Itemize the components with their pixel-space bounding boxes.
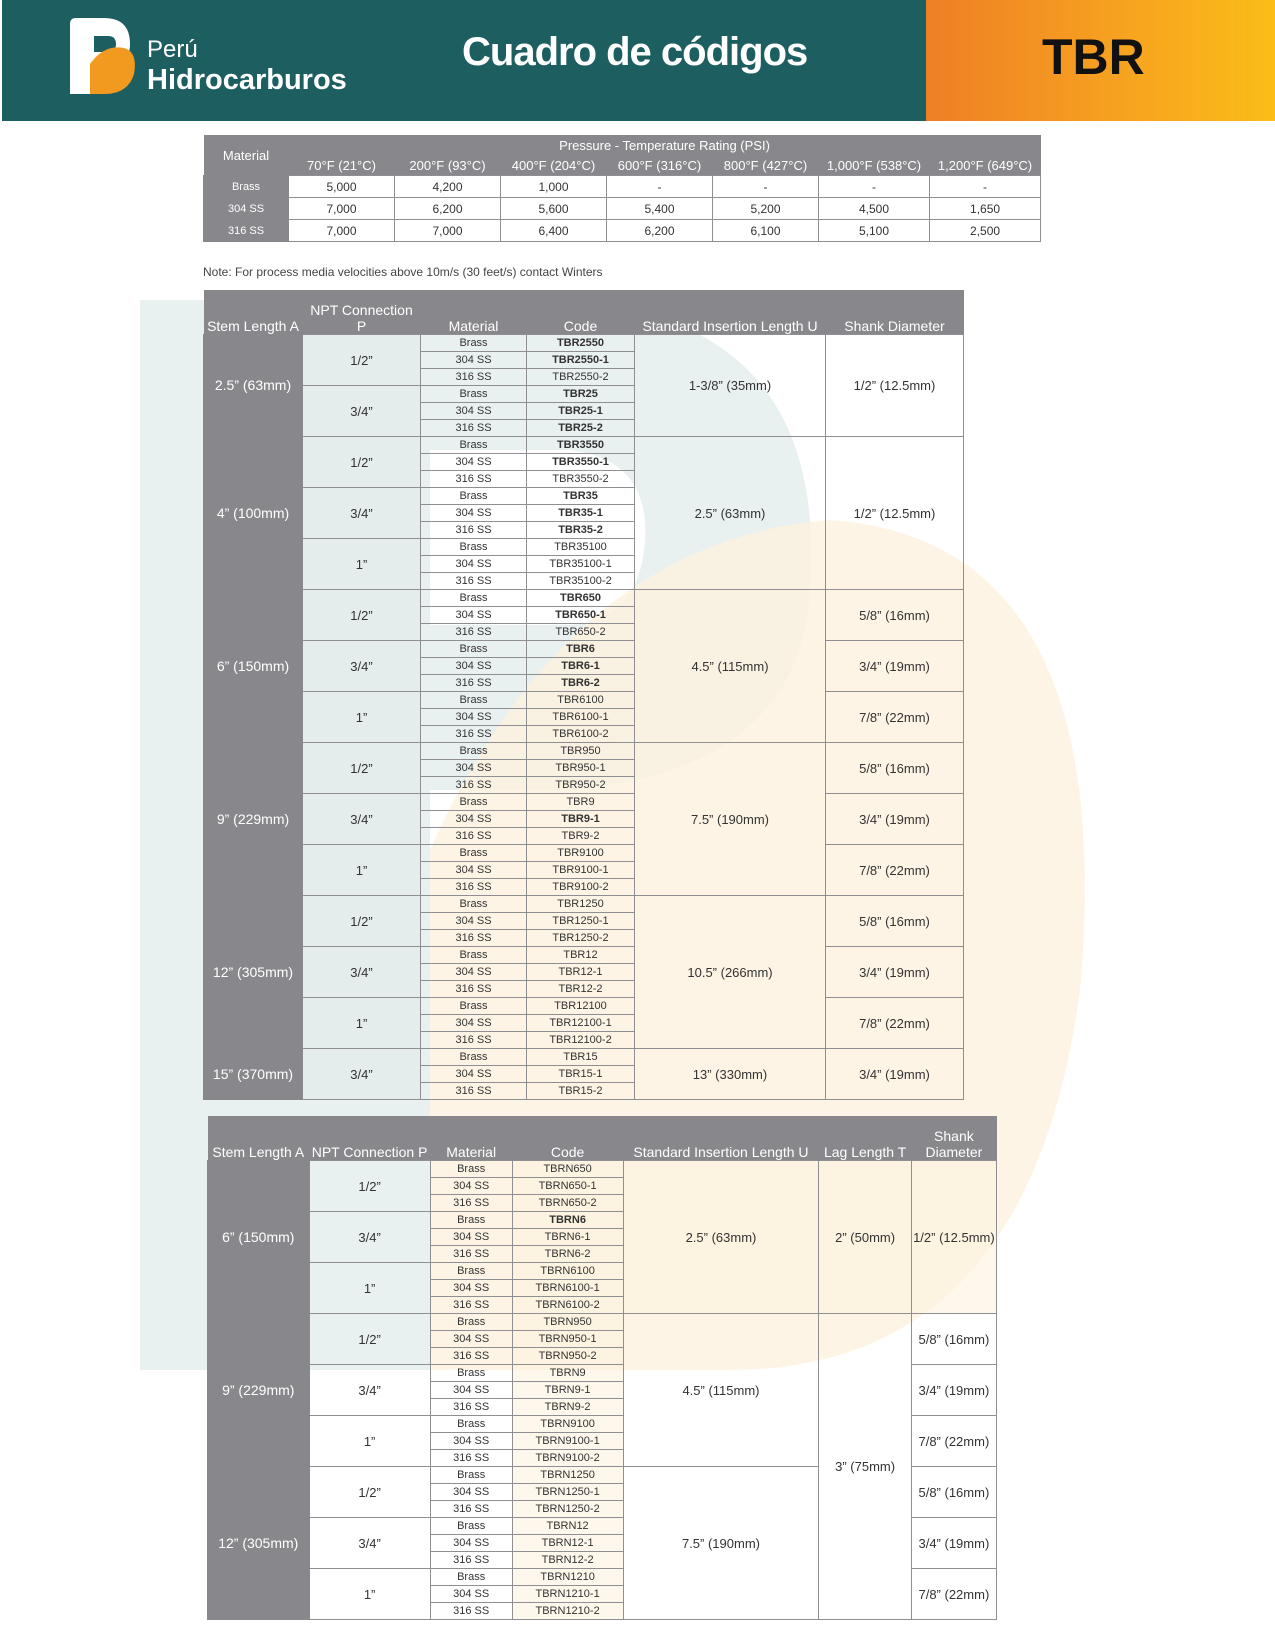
- stem-length-header: Stem Length A: [204, 290, 303, 335]
- stem-length-cell: 9” (229mm): [204, 743, 303, 896]
- insertion-length-cell: 2.5” (63mm): [635, 437, 826, 590]
- code-header: Code: [527, 290, 635, 335]
- material-cell: 304 SS: [421, 505, 527, 522]
- product-code-cell: TBR3550: [527, 437, 635, 454]
- insertion-length-cell: 7.5” (190mm): [623, 1467, 819, 1620]
- product-code-cell: TBR650: [527, 590, 635, 607]
- product-code-cell: TBRN1250-2: [512, 1501, 623, 1518]
- product-code-cell: TBR2550-1: [527, 352, 635, 369]
- table-row: [204, 794, 964, 811]
- material-cell: 304 SS: [430, 1484, 512, 1501]
- material-cell: 304 SS: [430, 1382, 512, 1399]
- rating-cell: 1,000: [501, 176, 607, 198]
- lag-length-cell: 3” (75mm): [819, 1314, 911, 1620]
- material-cell: Brass: [430, 1161, 512, 1178]
- product-code-cell: TBR35-1: [527, 505, 635, 522]
- page-title: Cuadro de códigos: [462, 30, 808, 74]
- product-code-cell: TBRN1250-1: [512, 1484, 623, 1501]
- product-code-cell: TBR650-1: [527, 607, 635, 624]
- shank-diameter-cell: 5/8” (16mm): [826, 896, 964, 947]
- code-table-lagged: [207, 1116, 997, 1620]
- material-cell: 316 SS: [421, 879, 527, 896]
- material-header: Material: [204, 135, 289, 176]
- material-cell: Brass: [421, 539, 527, 556]
- shank-diameter-cell: 5/8” (16mm): [826, 590, 964, 641]
- shank-diameter-cell: 5/8” (16mm): [826, 743, 964, 794]
- material-cell: 316 SS: [430, 1501, 512, 1518]
- material-cell: 304 SS: [430, 1229, 512, 1246]
- material-header: Material: [430, 1116, 512, 1161]
- product-code-cell: TBR2550-2: [527, 369, 635, 386]
- product-code-cell: TBR9100-2: [527, 879, 635, 896]
- material-cell: 304 SS: [430, 1280, 512, 1297]
- table-row: [204, 692, 964, 709]
- material-cell: 316 SS: [204, 220, 289, 242]
- product-code-cell: TBR12-2: [527, 981, 635, 998]
- product-code-cell: TBR9-1: [527, 811, 635, 828]
- shank-diameter-cell: 7/8” (22mm): [826, 998, 964, 1049]
- product-code-cell: TBRN1210: [512, 1569, 623, 1586]
- shank-diameter-header: Shank Diameter: [911, 1116, 996, 1161]
- material-cell: 316 SS: [430, 1399, 512, 1416]
- pressure-rating-header: Pressure - Temperature Rating (PSI): [289, 135, 1041, 155]
- material-cell: 304 SS: [430, 1178, 512, 1195]
- table-row: [208, 1161, 997, 1178]
- product-code-cell: TBR15-1: [527, 1066, 635, 1083]
- product-code-cell: TBR35100: [527, 539, 635, 556]
- insertion-length-header: Standard Insertion Length U: [623, 1116, 819, 1161]
- product-code-cell: TBR650-2: [527, 624, 635, 641]
- product-code-cell: TBR3550-1: [527, 454, 635, 471]
- npt-connection-cell: 1/2”: [309, 1467, 430, 1518]
- product-code-cell: TBR25-2: [527, 420, 635, 437]
- npt-connection-cell: 1/2”: [303, 590, 421, 641]
- material-cell: Brass: [421, 386, 527, 403]
- material-cell: Brass: [430, 1365, 512, 1382]
- brand-name-line2: Hidrocarburos: [147, 64, 347, 96]
- table-row: [204, 641, 964, 658]
- rating-cell: 1,650: [930, 198, 1041, 220]
- shank-diameter-cell: 7/8” (22mm): [826, 692, 964, 743]
- material-cell: Brass: [421, 998, 527, 1015]
- material-cell: 304 SS: [430, 1331, 512, 1348]
- material-cell: 304 SS: [430, 1586, 512, 1603]
- npt-connection-cell: 3/4”: [303, 1049, 421, 1100]
- material-cell: 316 SS: [421, 675, 527, 692]
- material-cell: 316 SS: [421, 522, 527, 539]
- product-code-cell: TBR6-1: [527, 658, 635, 675]
- stem-length-cell: 12” (305mm): [204, 896, 303, 1049]
- material-cell: 304 SS: [421, 454, 527, 471]
- shank-diameter-cell: 7/8” (22mm): [911, 1569, 996, 1620]
- material-cell: 316 SS: [421, 369, 527, 386]
- temp-header: 400°F (204°C): [501, 155, 607, 176]
- product-code-cell: TBR3550-2: [527, 471, 635, 488]
- product-code-cell: TBR950-2: [527, 777, 635, 794]
- shank-diameter-cell: 1/2” (12.5mm): [826, 335, 964, 437]
- material-cell: 316 SS: [430, 1552, 512, 1569]
- shank-diameter-cell: 3/4” (19mm): [826, 1049, 964, 1100]
- npt-connection-cell: 3/4”: [303, 794, 421, 845]
- table-row: [208, 1314, 997, 1331]
- rating-cell: -: [607, 176, 713, 198]
- shank-diameter-cell: 5/8” (16mm): [911, 1314, 996, 1365]
- product-code-cell: TBRN9100-2: [512, 1450, 623, 1467]
- material-cell: 304 SS: [421, 556, 527, 573]
- product-code-cell: TBR9: [527, 794, 635, 811]
- velocity-note: Note: For process media velocities above 10m/s (30 feet/s) contact Winters: [203, 265, 603, 279]
- material-cell: 304 SS: [421, 964, 527, 981]
- npt-connection-cell: 1”: [303, 998, 421, 1049]
- shank-diameter-header: Shank Diameter: [826, 290, 964, 335]
- rating-cell: 5,200: [713, 198, 819, 220]
- product-code-cell: TBRN6100-1: [512, 1280, 623, 1297]
- material-cell: 316 SS: [421, 471, 527, 488]
- npt-connection-cell: 3/4”: [309, 1212, 430, 1263]
- npt-connection-cell: 1/2”: [303, 335, 421, 386]
- npt-connection-cell: 3/4”: [309, 1365, 430, 1416]
- insertion-length-cell: 2.5” (63mm): [623, 1161, 819, 1314]
- npt-connection-header: NPT Connection P: [303, 290, 421, 335]
- product-code-cell: TBRN12: [512, 1518, 623, 1535]
- rating-cell: 7,000: [289, 198, 395, 220]
- npt-connection-cell: 1”: [303, 539, 421, 590]
- product-code-cell: TBRN9100-1: [512, 1433, 623, 1450]
- material-cell: Brass: [421, 641, 527, 658]
- material-cell: Brass: [421, 896, 527, 913]
- material-cell: 304 SS: [430, 1535, 512, 1552]
- product-code-cell: TBR6: [527, 641, 635, 658]
- product-code-cell: TBRN12-1: [512, 1535, 623, 1552]
- npt-connection-cell: 3/4”: [303, 386, 421, 437]
- material-cell: Brass: [430, 1569, 512, 1586]
- material-cell: Brass: [430, 1314, 512, 1331]
- insertion-length-cell: 7.5” (190mm): [635, 743, 826, 896]
- product-code-cell: TBR950-1: [527, 760, 635, 777]
- stem-length-cell: 9” (229mm): [208, 1314, 310, 1467]
- product-code-cell: TBR6-2: [527, 675, 635, 692]
- insertion-length-cell: 4.5” (115mm): [635, 590, 826, 743]
- material-cell: Brass: [421, 590, 527, 607]
- product-code-cell: TBR12100-1: [527, 1015, 635, 1032]
- material-cell: 304 SS: [421, 658, 527, 675]
- product-code-cell: TBR25-1: [527, 403, 635, 420]
- code-header: Code: [512, 1116, 623, 1161]
- insertion-length-header: Standard Insertion Length U: [635, 290, 826, 335]
- rating-cell: 5,400: [607, 198, 713, 220]
- product-code-cell: TBRN6: [512, 1212, 623, 1229]
- npt-connection-cell: 1”: [303, 692, 421, 743]
- material-cell: Brass: [421, 1049, 527, 1066]
- material-cell: 316 SS: [421, 930, 527, 947]
- product-code-cell: TBR35100-1: [527, 556, 635, 573]
- product-code-cell: TBR25: [527, 386, 635, 403]
- material-cell: Brass: [204, 176, 289, 198]
- product-code-cell: TBRN1250: [512, 1467, 623, 1484]
- material-cell: 316 SS: [421, 981, 527, 998]
- product-code-cell: TBRN6100: [512, 1263, 623, 1280]
- material-cell: Brass: [421, 692, 527, 709]
- npt-connection-cell: 3/4”: [303, 488, 421, 539]
- product-code-cell: TBR9-2: [527, 828, 635, 845]
- rating-cell: 4,500: [819, 198, 930, 220]
- rating-cell: 7,000: [289, 220, 395, 242]
- stem-length-cell: 4” (100mm): [204, 437, 303, 590]
- shank-diameter-cell: 1/2” (12.5mm): [826, 437, 964, 590]
- material-cell: 304 SS: [421, 607, 527, 624]
- rating-cell: 6,200: [607, 220, 713, 242]
- npt-connection-header: NPT Connection P: [309, 1116, 430, 1161]
- material-cell: 316 SS: [430, 1348, 512, 1365]
- material-cell: Brass: [421, 437, 527, 454]
- table-row: [204, 198, 1041, 220]
- rating-cell: 7,000: [395, 220, 501, 242]
- material-cell: 316 SS: [430, 1603, 512, 1620]
- npt-connection-cell: 1/2”: [303, 896, 421, 947]
- stem-length-cell: 15” (370mm): [204, 1049, 303, 1100]
- product-code-cell: TBRN6100-2: [512, 1297, 623, 1314]
- code-table-standard: [203, 290, 964, 1100]
- insertion-length-cell: 13” (330mm): [635, 1049, 826, 1100]
- material-cell: 304 SS: [421, 1066, 527, 1083]
- material-cell: 316 SS: [421, 1083, 527, 1100]
- stem-length-cell: 2.5” (63mm): [204, 335, 303, 437]
- material-cell: 304 SS: [421, 403, 527, 420]
- npt-connection-cell: 1/2”: [309, 1161, 430, 1212]
- material-header: Material: [421, 290, 527, 335]
- shank-diameter-cell: 5/8” (16mm): [911, 1467, 996, 1518]
- material-cell: Brass: [430, 1263, 512, 1280]
- material-cell: Brass: [421, 845, 527, 862]
- stem-length-header: Stem Length A: [208, 1116, 310, 1161]
- product-code-cell: TBRN1210-1: [512, 1586, 623, 1603]
- peru-hidrocarburos-logo-icon: [64, 18, 140, 96]
- rating-cell: 6,200: [395, 198, 501, 220]
- product-code-cell: TBRN950: [512, 1314, 623, 1331]
- shank-diameter-cell: 3/4” (19mm): [826, 641, 964, 692]
- temp-header: 800°F (427°C): [713, 155, 819, 176]
- temp-header: 70°F (21°C): [289, 155, 395, 176]
- material-cell: Brass: [430, 1212, 512, 1229]
- material-cell: 304 SS: [421, 862, 527, 879]
- stem-length-cell: 6” (150mm): [208, 1161, 310, 1314]
- product-code-cell: TBR15: [527, 1049, 635, 1066]
- npt-connection-cell: 3/4”: [303, 641, 421, 692]
- product-code-cell: TBR1250-2: [527, 930, 635, 947]
- product-code-cell: TBR6100: [527, 692, 635, 709]
- temp-header: 1,000°F (538°C): [819, 155, 930, 176]
- product-code-cell: TBR12-1: [527, 964, 635, 981]
- product-code-cell: TBRN650-2: [512, 1195, 623, 1212]
- npt-connection-cell: 1”: [309, 1569, 430, 1620]
- brand-name-line1: Perú: [147, 36, 198, 63]
- rating-cell: 4,200: [395, 176, 501, 198]
- rating-cell: -: [713, 176, 819, 198]
- table-row: [204, 220, 1041, 242]
- rating-cell: 6,400: [501, 220, 607, 242]
- material-cell: 316 SS: [421, 624, 527, 641]
- shank-diameter-cell: 7/8” (22mm): [826, 845, 964, 896]
- product-code-cell: TBRN1210-2: [512, 1603, 623, 1620]
- product-code-cell: TBR35-2: [527, 522, 635, 539]
- table-row: [204, 845, 964, 862]
- product-code-cell: TBR1250-1: [527, 913, 635, 930]
- material-cell: Brass: [421, 335, 527, 352]
- material-cell: 304 SS: [421, 352, 527, 369]
- product-code-cell: TBRN9-2: [512, 1399, 623, 1416]
- rating-cell: 5,000: [289, 176, 395, 198]
- material-cell: Brass: [430, 1467, 512, 1484]
- product-code-cell: TBR15-2: [527, 1083, 635, 1100]
- table-row: [204, 1049, 964, 1066]
- product-code-cell: TBRN9: [512, 1365, 623, 1382]
- product-code-cell: TBRN6-1: [512, 1229, 623, 1246]
- product-code-cell: TBR35: [527, 488, 635, 505]
- lag-length-header: Lag Length T: [819, 1116, 911, 1161]
- product-code-cell: TBR6100-2: [527, 726, 635, 743]
- material-cell: 304 SS: [204, 198, 289, 220]
- product-code-cell: TBR12100-2: [527, 1032, 635, 1049]
- product-code-cell: TBRN6-2: [512, 1246, 623, 1263]
- product-code-cell: TBR6100-1: [527, 709, 635, 726]
- shank-diameter-cell: 3/4” (19mm): [911, 1518, 996, 1569]
- material-cell: 316 SS: [421, 777, 527, 794]
- material-cell: 304 SS: [421, 811, 527, 828]
- material-cell: Brass: [421, 743, 527, 760]
- material-cell: 316 SS: [421, 726, 527, 743]
- product-code-cell: TBR2550: [527, 335, 635, 352]
- material-cell: 316 SS: [430, 1450, 512, 1467]
- table-row: [204, 743, 964, 760]
- product-code-cell: TBRN12-2: [512, 1552, 623, 1569]
- stem-length-cell: 6” (150mm): [204, 590, 303, 743]
- table-row: [204, 590, 964, 607]
- product-code-cell: TBRN9-1: [512, 1382, 623, 1399]
- rating-cell: -: [819, 176, 930, 198]
- temp-header: 600°F (316°C): [607, 155, 713, 176]
- product-code-cell: TBRN950-1: [512, 1331, 623, 1348]
- material-cell: 316 SS: [421, 573, 527, 590]
- insertion-length-cell: 4.5” (115mm): [623, 1314, 819, 1467]
- product-code-cell: TBR9100-1: [527, 862, 635, 879]
- product-code-cell: TBR1250: [527, 896, 635, 913]
- product-code-cell: TBRN650-1: [512, 1178, 623, 1195]
- shank-diameter-cell: 3/4” (19mm): [911, 1365, 996, 1416]
- material-cell: Brass: [421, 794, 527, 811]
- npt-connection-cell: 1/2”: [303, 437, 421, 488]
- material-cell: 316 SS: [430, 1297, 512, 1314]
- material-cell: 316 SS: [430, 1195, 512, 1212]
- product-code-cell: TBRN650: [512, 1161, 623, 1178]
- product-code-cell: TBRN950-2: [512, 1348, 623, 1365]
- table-row: [204, 896, 964, 913]
- table-row: [204, 437, 964, 454]
- shank-diameter-cell: 3/4” (19mm): [826, 947, 964, 998]
- temp-header: 200°F (93°C): [395, 155, 501, 176]
- product-code-cell: TBR12: [527, 947, 635, 964]
- table-row: [204, 947, 964, 964]
- shank-diameter-cell: 1/2” (12.5mm): [911, 1161, 996, 1314]
- stem-length-cell: 12” (305mm): [208, 1467, 310, 1620]
- npt-connection-cell: 1”: [309, 1416, 430, 1467]
- material-cell: Brass: [430, 1416, 512, 1433]
- rating-cell: 6,100: [713, 220, 819, 242]
- material-cell: Brass: [430, 1518, 512, 1535]
- page-header: [2, 0, 1275, 121]
- rating-cell: 2,500: [930, 220, 1041, 242]
- material-cell: 304 SS: [430, 1433, 512, 1450]
- product-code-cell: TBRN9100: [512, 1416, 623, 1433]
- material-cell: 304 SS: [421, 760, 527, 777]
- rating-cell: 5,600: [501, 198, 607, 220]
- pressure-temperature-table: [203, 135, 1041, 242]
- rating-cell: -: [930, 176, 1041, 198]
- lag-length-cell: 2” (50mm): [819, 1161, 911, 1314]
- npt-connection-cell: 1/2”: [303, 743, 421, 794]
- rating-cell: 5,100: [819, 220, 930, 242]
- insertion-length-cell: 10.5” (266mm): [635, 896, 826, 1049]
- npt-connection-cell: 3/4”: [309, 1518, 430, 1569]
- shank-diameter-cell: 3/4” (19mm): [826, 794, 964, 845]
- shank-diameter-cell: 7/8” (22mm): [911, 1416, 996, 1467]
- product-code-cell: TBR9100: [527, 845, 635, 862]
- material-cell: 316 SS: [421, 420, 527, 437]
- table-row: [204, 998, 964, 1015]
- material-cell: Brass: [421, 947, 527, 964]
- material-cell: Brass: [421, 488, 527, 505]
- insertion-length-cell: 1-3/8” (35mm): [635, 335, 826, 437]
- npt-connection-cell: 3/4”: [303, 947, 421, 998]
- product-code-cell: TBR950: [527, 743, 635, 760]
- table-row: [204, 335, 964, 352]
- table-row: [204, 176, 1041, 198]
- npt-connection-cell: 1”: [309, 1263, 430, 1314]
- material-cell: 316 SS: [421, 1032, 527, 1049]
- product-code-cell: TBR12100: [527, 998, 635, 1015]
- npt-connection-cell: 1/2”: [309, 1314, 430, 1365]
- material-cell: 304 SS: [421, 1015, 527, 1032]
- temp-header: 1,200°F (649°C): [930, 155, 1041, 176]
- material-cell: 304 SS: [421, 709, 527, 726]
- product-code: TBR: [1042, 29, 1145, 85]
- material-cell: 316 SS: [421, 828, 527, 845]
- product-code-cell: TBR35100-2: [527, 573, 635, 590]
- material-cell: 304 SS: [421, 913, 527, 930]
- material-cell: 316 SS: [430, 1246, 512, 1263]
- npt-connection-cell: 1”: [303, 845, 421, 896]
